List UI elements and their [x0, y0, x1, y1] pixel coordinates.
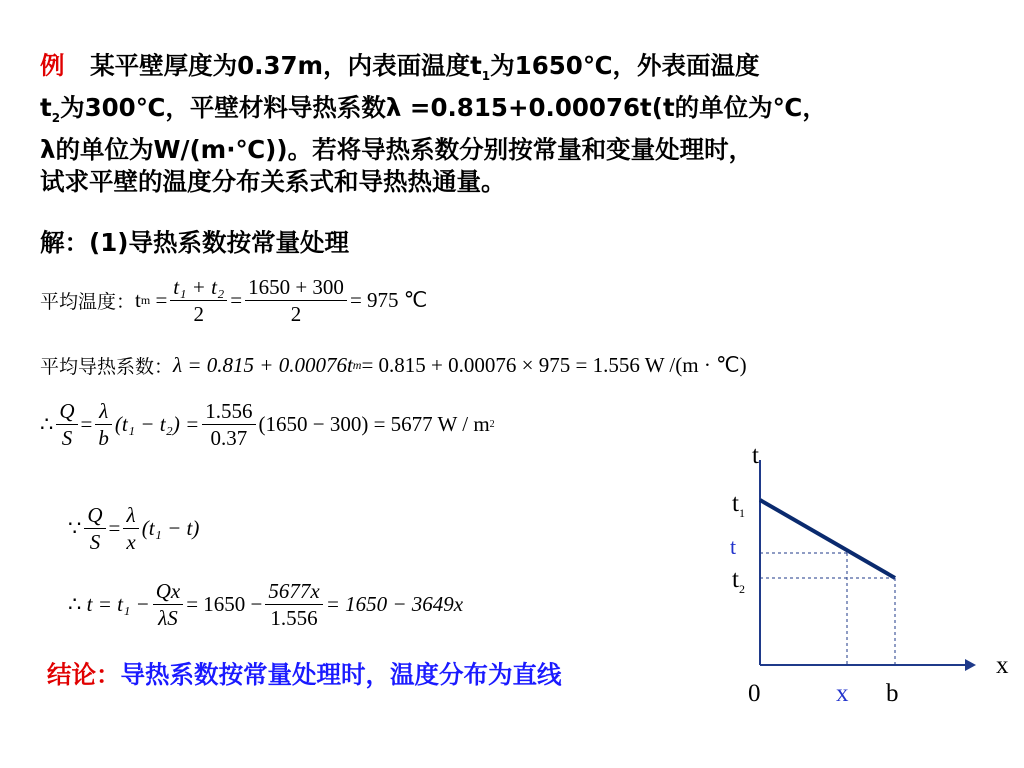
problem-line-4: 试求平壁的温度分布关系式和导热热通量。 — [40, 166, 506, 196]
solution-heading: 解：(1)导热系数按常量处理 — [40, 228, 349, 257]
eq1-fraction-1: $\frac{\text{t₁ + t₂}}{2}$ — [170, 274, 227, 327]
equation-mean-conductivity: 平均导热系数： λ = 0.815 + 0.00076t m = 0.815 + 0.00076 × 975 = 1.556 W /(m · ℃) — [40, 353, 747, 378]
x-axis-arrow — [965, 659, 976, 671]
graph-x-label: x — [836, 680, 849, 707]
eq2-label: 平均导热系数： — [40, 356, 174, 378]
problem-line-2: $t_2$为300℃，平壁材料导热系数λ =0.815+0.00076t(t的单位为℃， — [40, 92, 827, 125]
problem-line-1: 例 某平壁厚度为0.37m，内表面温度$t_1$为1650℃，外表面温度 — [40, 51, 760, 83]
graph-origin-label: 0 — [748, 680, 761, 707]
eq1-fraction-2: $\frac{1650 + 300}{2}$ — [245, 274, 347, 327]
graph-y-axis-label: t — [752, 442, 759, 469]
temperature-profile-graph — [720, 440, 1020, 740]
graph-t1-label: $t_1$ — [732, 490, 745, 520]
graph-t-label: t — [730, 534, 737, 559]
problem-statement — [40, 50, 1000, 198]
problem-line-3: λ的单位为W/(m·℃))。若将导热系数分别按常量和变量处理时， — [40, 134, 754, 164]
equation-mean-temperature: 平均温度： t m = $\frac{\text{t₁ + t₂}}{2}$ = $\frac{1650 + 300}{2}$ = 975 ℃ — [40, 275, 428, 326]
conclusion-text: 导热系数按常量处理时，温度分布为直线 — [120, 660, 562, 689]
graph-x-axis-label: x — [996, 652, 1009, 679]
example-tag: 例 — [40, 51, 65, 80]
temperature-line — [760, 500, 895, 578]
eq1-label: 平均温度： — [40, 291, 136, 313]
equation-heat-flux: ∴ $\frac{Q}{S}$ = $\frac{\lambda}{b}$ (t₁ − t₂) = $\frac{1.556}{0.37}$ (1650 − 300) = 5677 W / m 2 — [40, 399, 495, 450]
conclusion — [47, 658, 707, 692]
graph-t2-label: $t_2$ — [732, 566, 745, 596]
graph-b-label: b — [886, 680, 899, 707]
equation-fourier: ∵ $\frac{Q}{S}$ = $\frac{\lambda}{x}$ (t₁ − t) — [68, 503, 200, 554]
equation-temperature-distribution: ∴ t = t₁ − $\frac{Qx}{\lambda S}$ = 1650 − $\frac{5677x}{1.556}$ = 1650 − 3649x — [68, 579, 464, 630]
conclusion-label: 结论： — [47, 660, 121, 689]
